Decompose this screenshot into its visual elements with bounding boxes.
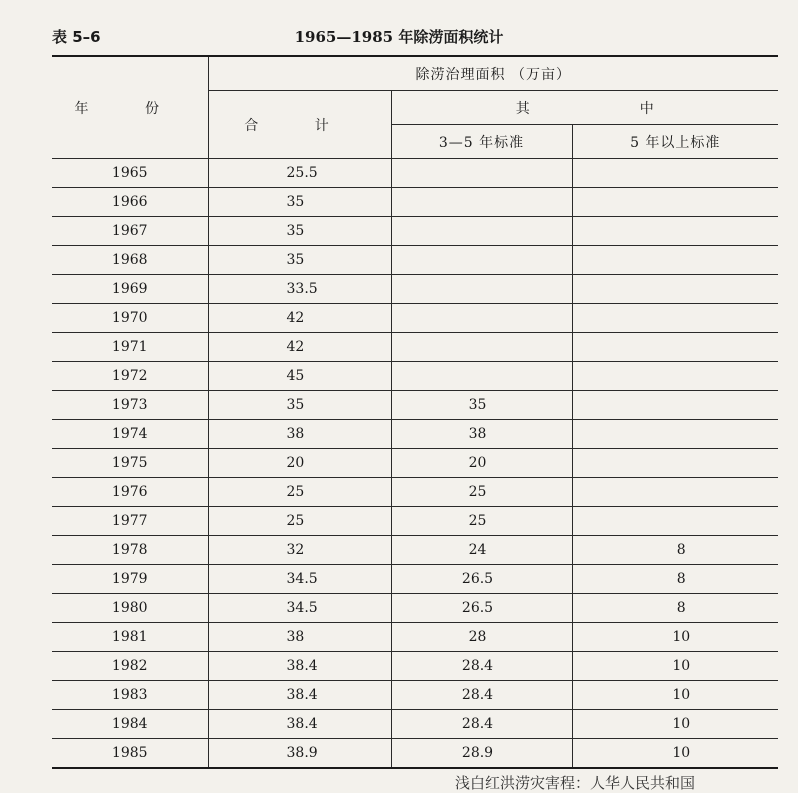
year-cell: 1982 <box>52 652 208 681</box>
std-3-5-cell: 28.9 <box>391 739 572 769</box>
header-qi: 其 <box>515 100 530 117</box>
total-cell: 20 <box>208 449 391 478</box>
table-row <box>52 246 778 275</box>
std-3-5-cell: 25 <box>391 478 572 507</box>
year-cell: 1972 <box>52 362 208 391</box>
total-cell: 38.9 <box>208 739 391 769</box>
total-cell: 38 <box>208 623 391 652</box>
table-row <box>52 594 778 623</box>
table-row <box>52 478 778 507</box>
year-cell: 1971 <box>52 333 208 362</box>
table-row <box>52 681 778 710</box>
total-cell: 38.4 <box>208 681 391 710</box>
table-row <box>52 333 778 362</box>
std-3-5-cell: 25 <box>391 507 572 536</box>
std-3-5-cell <box>391 304 572 333</box>
total-cell: 38 <box>208 420 391 449</box>
year-cell: 1974 <box>52 420 208 449</box>
std-5-plus-cell: 8 <box>572 536 778 565</box>
table-row <box>52 391 778 420</box>
header-std-5-plus: 5 年以上标准 <box>572 125 778 159</box>
std-5-plus-cell <box>572 304 778 333</box>
year-cell: 1965 <box>52 159 208 188</box>
std-3-5-cell: 28 <box>391 623 572 652</box>
total-cell: 38.4 <box>208 710 391 739</box>
year-cell: 1968 <box>52 246 208 275</box>
total-cell: 34.5 <box>208 565 391 594</box>
year-cell: 1966 <box>52 188 208 217</box>
drainage-area-table <box>52 55 778 769</box>
total-cell: 35 <box>208 246 391 275</box>
year-cell: 1979 <box>52 565 208 594</box>
std-5-plus-cell: 10 <box>572 652 778 681</box>
total-cell: 25 <box>208 478 391 507</box>
std-5-plus-cell <box>572 217 778 246</box>
year-cell: 1984 <box>52 710 208 739</box>
std-3-5-cell <box>391 275 572 304</box>
std-5-plus-cell: 10 <box>572 623 778 652</box>
total-cell: 25.5 <box>208 159 391 188</box>
table-title: 1965—1985 年除涝面积统计 <box>294 28 504 46</box>
total-cell: 35 <box>208 391 391 420</box>
header-zhong: 中 <box>639 100 654 117</box>
table-row <box>52 449 778 478</box>
std-3-5-cell: 28.4 <box>391 681 572 710</box>
total-cell: 42 <box>208 304 391 333</box>
std-3-5-cell: 24 <box>391 536 572 565</box>
year-cell: 1980 <box>52 594 208 623</box>
header-total: 合 计 <box>208 91 391 159</box>
table-row <box>52 304 778 333</box>
std-3-5-cell <box>391 188 572 217</box>
year-cell: 1970 <box>52 304 208 333</box>
table-row <box>52 623 778 652</box>
std-5-plus-cell: 8 <box>572 565 778 594</box>
header-std-3-5: 3—5 年标准 <box>391 125 572 159</box>
footer-text: 浅白红洪涝灾害程：人华人民共和国 <box>455 774 696 792</box>
std-3-5-cell <box>391 333 572 362</box>
year-cell: 1983 <box>52 681 208 710</box>
table-row <box>52 739 778 769</box>
std-3-5-cell: 26.5 <box>391 594 572 623</box>
table-number: 表 5–6 <box>52 28 101 46</box>
std-3-5-cell <box>391 362 572 391</box>
std-5-plus-cell: 10 <box>572 739 778 769</box>
header-area: 除涝治理面积 （万亩） <box>208 56 778 91</box>
std-5-plus-cell: 10 <box>572 681 778 710</box>
std-5-plus-cell <box>572 391 778 420</box>
std-5-plus-cell <box>572 420 778 449</box>
std-3-5-cell: 38 <box>391 420 572 449</box>
std-5-plus-cell: 8 <box>572 594 778 623</box>
year-cell: 1978 <box>52 536 208 565</box>
table-row <box>52 507 778 536</box>
std-3-5-cell: 26.5 <box>391 565 572 594</box>
std-3-5-cell <box>391 159 572 188</box>
std-5-plus-cell <box>572 478 778 507</box>
std-5-plus-cell <box>572 188 778 217</box>
std-3-5-cell: 28.4 <box>391 652 572 681</box>
std-5-plus-cell <box>572 362 778 391</box>
table-row <box>52 188 778 217</box>
year-cell: 1973 <box>52 391 208 420</box>
table-row <box>52 565 778 594</box>
total-cell: 32 <box>208 536 391 565</box>
table-row <box>52 362 778 391</box>
header-year: 年 份 <box>52 56 208 159</box>
std-3-5-cell: 20 <box>391 449 572 478</box>
total-cell: 42 <box>208 333 391 362</box>
year-cell: 1985 <box>52 739 208 769</box>
std-3-5-cell: 28.4 <box>391 710 572 739</box>
total-cell: 38.4 <box>208 652 391 681</box>
table-row <box>52 536 778 565</box>
std-5-plus-cell: 10 <box>572 710 778 739</box>
table-row <box>52 710 778 739</box>
total-cell: 33.5 <box>208 275 391 304</box>
total-cell: 25 <box>208 507 391 536</box>
std-5-plus-cell <box>572 246 778 275</box>
table-row <box>52 217 778 246</box>
std-5-plus-cell <box>572 333 778 362</box>
std-5-plus-cell <box>572 449 778 478</box>
table-row <box>52 275 778 304</box>
header-of-which <box>391 91 778 125</box>
year-cell: 1969 <box>52 275 208 304</box>
year-cell: 1977 <box>52 507 208 536</box>
table-row <box>52 159 778 188</box>
year-cell: 1975 <box>52 449 208 478</box>
total-cell: 35 <box>208 217 391 246</box>
year-cell: 1967 <box>52 217 208 246</box>
std-3-5-cell: 35 <box>391 391 572 420</box>
total-cell: 35 <box>208 188 391 217</box>
std-3-5-cell <box>391 217 572 246</box>
table-row <box>52 652 778 681</box>
total-cell: 34.5 <box>208 594 391 623</box>
year-cell: 1976 <box>52 478 208 507</box>
year-cell: 1981 <box>52 623 208 652</box>
std-5-plus-cell <box>572 159 778 188</box>
std-3-5-cell <box>391 246 572 275</box>
table-row <box>52 420 778 449</box>
std-5-plus-cell <box>572 507 778 536</box>
std-5-plus-cell <box>572 275 778 304</box>
total-cell: 45 <box>208 362 391 391</box>
